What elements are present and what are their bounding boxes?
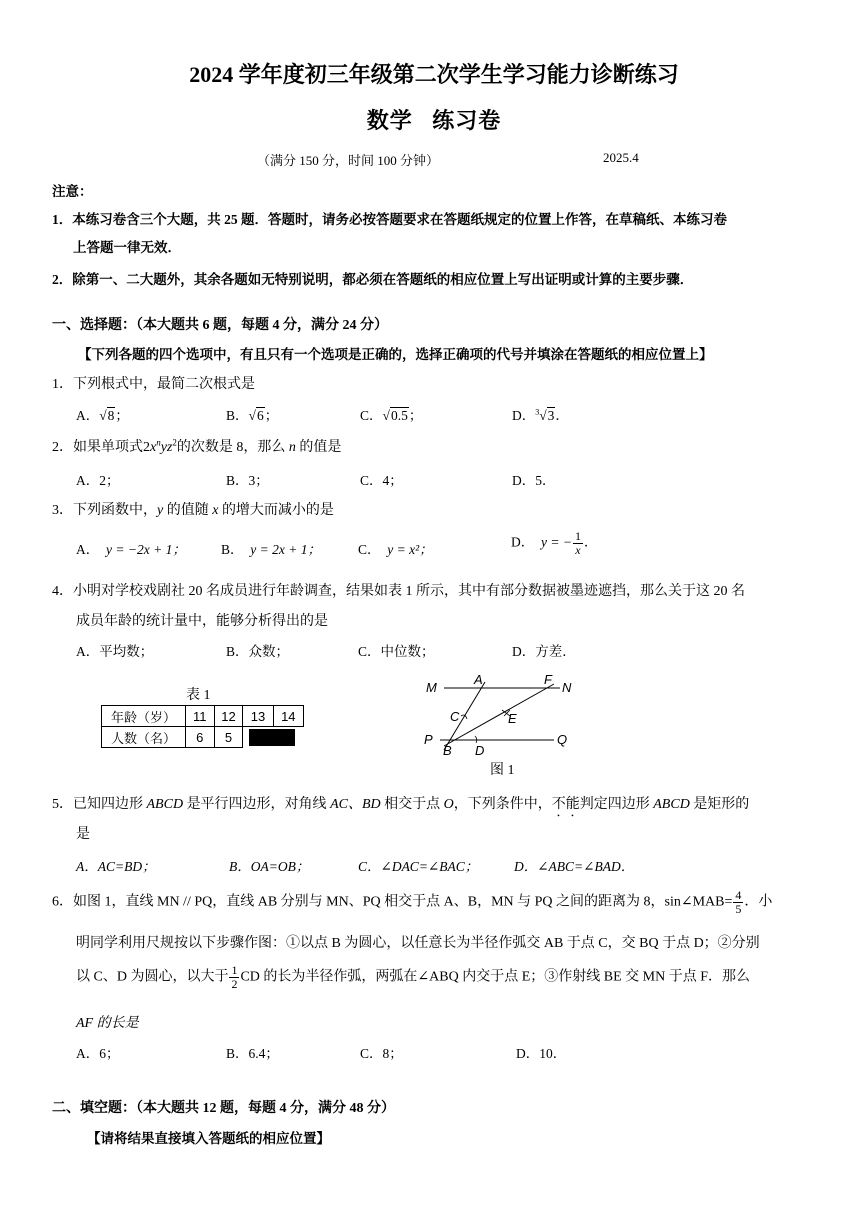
exam-title: 2024 学年度初三年级第二次学生学习能力诊断练习 xyxy=(189,62,679,87)
table1-cell: 14 xyxy=(273,706,303,727)
q1-option-a: A．√8； xyxy=(76,408,129,423)
note-item-1: 1．本练习卷含三个大题，共 25 题．答题时，请务必按答题要求在答题纸规定的位置上作答，在草稿纸、本练习卷 xyxy=(52,212,727,227)
section2-heading: 二、填空题：（本大题共 12 题，每题 4 分，满分 48 分） xyxy=(52,1101,395,1116)
q3-option-d: D． y = − $\frac{1}{x}$ ． xyxy=(511,529,598,557)
figure1-caption: 图 1 xyxy=(490,763,515,778)
emphasis-cannot: 不能 xyxy=(551,797,580,812)
q2-stem: 2．如果单项式$2x^nyz^2$的次数是 8，那么 n 的值是 xyxy=(52,437,342,455)
label-e: E xyxy=(508,711,517,726)
notes-label: 注意： xyxy=(52,184,93,199)
q4-option-b: B．众数； xyxy=(226,644,290,659)
q2-option-b: B．3； xyxy=(226,473,269,488)
q5-option-b: B．OA=OB； xyxy=(229,859,310,874)
q6-option-a: A．6； xyxy=(76,1046,120,1061)
q2-option-a: A．2； xyxy=(76,473,120,488)
q6-option-b: B．6.4； xyxy=(226,1046,279,1061)
q4-line-1: 4．小明对学校戏剧社 20 名成员进行年龄调查，结果如表 1 所示，其中有部分数据被墨迹遮挡，那么关于这 20 名 xyxy=(52,584,745,599)
table1-cell: 6 xyxy=(185,727,214,748)
q1-stem: 1．下列根式中，最简二次根式是 xyxy=(52,377,255,392)
q4-line-2: 成员年龄的统计量中，能够分析得出的是 xyxy=(76,614,328,629)
q5-line-1: 5．已知四边形 ABCD 是平行四边形，对角线 AC、BD 相交于点 O，下列条件中，不能判定四边形 ABCD 是矩形的 xyxy=(52,797,750,812)
table1-caption: 表 1 xyxy=(186,688,211,703)
label-d: D xyxy=(475,743,485,758)
q3-stem: 3．下列函数中，y 的值随 x 的增大而减小的是 xyxy=(52,503,334,518)
label-m: M xyxy=(426,680,437,695)
exam-subtitle: 数学 练习卷 xyxy=(366,108,502,133)
section1-instruction: 【下列各题的四个选项中，有且只有一个选项是正确的，选择正确项的代号并填涂在答题纸的相应位置上】 xyxy=(78,347,713,362)
score-time: （满分 150 分，时间 100 分钟） xyxy=(257,153,440,168)
q6-option-d: D．10． xyxy=(516,1046,567,1061)
label-a: A xyxy=(474,672,483,687)
label-q: Q xyxy=(557,732,568,747)
q5-option-a: A．AC=BD； xyxy=(76,859,156,874)
label-p: P xyxy=(424,732,433,747)
note-item-1-cont: 上答题一律无效． xyxy=(73,240,181,255)
table1 xyxy=(101,705,304,748)
section1-heading: 一、选择题：（本大题共 6 题，每题 4 分，满分 24 分） xyxy=(52,318,388,333)
q3-option-b: B． y = 2x + 1； xyxy=(221,542,321,557)
q6-line-2: 明同学利用尺规按以下步骤作图：①以点 B 为圆心，以任意长为半径作弧交 AB 于点 C，交 BQ 于点 D；②分别 xyxy=(76,936,760,951)
q6-fraction-half: $\frac{1}{2}$ xyxy=(231,963,238,991)
section2-instruction: 【请将结果直接填入答题纸的相应位置】 xyxy=(87,1131,330,1146)
q5-option-c: C．∠DAC=∠BAC； xyxy=(358,859,479,874)
label-c: C xyxy=(450,709,460,724)
note-item-2: 2．除第一、二大题外，其余各题如无特别说明，都必须在答题纸的相应位置上写出证明或计算的主要步骤． xyxy=(52,272,694,287)
q6-line-1: 6．如图 1，直线 MN // PQ，直线 AB 分别与 MN、PQ 相交于点 A、B，MN 与 PQ 之间的距离为 8，sin∠MAB= $\frac{4}{5}$ ．小 xyxy=(52,888,773,916)
label-f: F xyxy=(544,672,552,687)
q6-line-4: AF 的长是 xyxy=(76,1016,139,1031)
q1-option-b: B．√6； xyxy=(226,408,279,423)
q6-option-c: C．8； xyxy=(360,1046,403,1061)
q4-option-a: A．平均数； xyxy=(76,644,154,659)
q3-option-c: C． y = x²； xyxy=(358,542,433,557)
q3-option-a: A． y = −2x + 1； xyxy=(76,542,186,557)
table1-cell: 5 xyxy=(214,727,243,748)
ray-bf xyxy=(444,684,554,746)
table1-row-label: 人数（名） xyxy=(102,727,186,748)
table1-row-count xyxy=(102,727,304,748)
q2-option-c: C．4； xyxy=(360,473,403,488)
ink-blot xyxy=(243,727,304,748)
q5-option-d: D．∠ABC=∠BAD． xyxy=(514,859,635,874)
table1-row-label: 年龄（岁） xyxy=(102,706,186,727)
q5-line-2: 是 xyxy=(76,827,90,842)
label-n: N xyxy=(562,680,572,695)
table1-cell: 13 xyxy=(243,706,273,727)
q6-line-3: 以 C、D 为圆心，以大于 $\frac{1}{2}$ CD 的长为半径作弧，两弧在∠ABQ 内交于点 E；③作射线 BE 交 MN 于点 F．那么 xyxy=(76,963,750,991)
table1-row-age xyxy=(102,706,304,727)
table1-wrapper xyxy=(101,705,304,748)
q6-fraction-4-5: $\frac{4}{5}$ xyxy=(735,888,742,916)
table1-cell: 12 xyxy=(214,706,243,727)
table1-cell: 11 xyxy=(185,706,214,727)
q1-option-c: C．√0.5； xyxy=(360,408,423,423)
q2-monomial: $2x^nyz^2$ xyxy=(143,437,177,455)
label-b: B xyxy=(443,743,452,758)
q3-fraction: $\frac{1}{x}$ xyxy=(574,529,581,557)
q4-option-c: C．中位数； xyxy=(358,644,435,659)
q4-option-d: D．方差． xyxy=(512,644,576,659)
q1-option-d: D．$^3$√3． xyxy=(512,407,569,423)
q2-option-d: D．5． xyxy=(512,473,556,488)
exam-date: 2025.4 xyxy=(603,150,639,165)
